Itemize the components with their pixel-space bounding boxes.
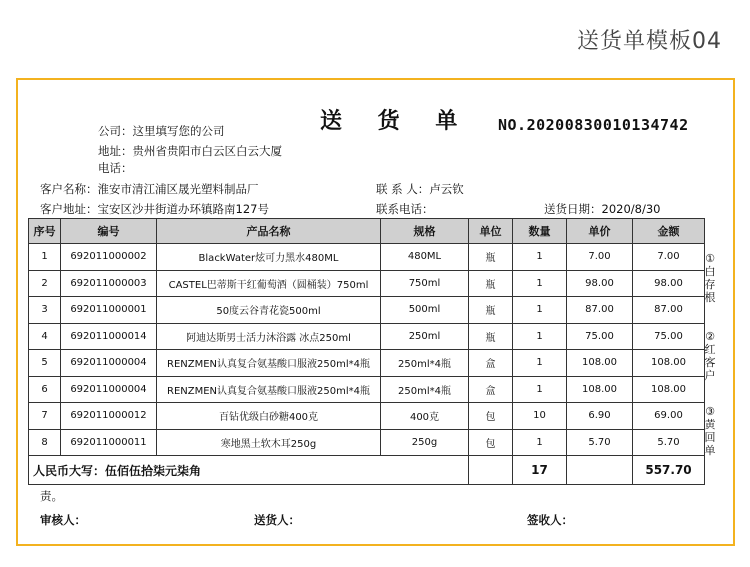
cell-amount: 5.70 [633, 429, 705, 456]
receiver-label: 签收人： [527, 513, 573, 527]
table-row [29, 323, 705, 350]
cell-index: 3 [29, 297, 61, 324]
contact-phone-label: 联系电话： [376, 202, 434, 216]
header-price: 单价 [567, 219, 633, 244]
cell-quantity: 10 [513, 403, 567, 430]
cell-spec: 400克 [381, 403, 469, 430]
contact-value: 卢云钦 [429, 182, 464, 196]
cell-amount: 69.00 [633, 403, 705, 430]
cell-amount: 7.00 [633, 244, 705, 271]
address-line: 地址：贵州省贵阳市白云区白云大厦 [98, 144, 282, 158]
cell-code: 692011000012 [61, 403, 157, 430]
table-row [29, 403, 705, 430]
cell-amount: 87.00 [633, 297, 705, 324]
total-words-cell [29, 456, 469, 485]
cell-unit: 瓶 [469, 270, 513, 297]
cell-unit: 包 [469, 429, 513, 456]
cell-code: 692011000014 [61, 323, 157, 350]
footer-note: 责。 [40, 489, 63, 503]
cell-product: 百钻优级白砂糖400克 [157, 403, 381, 430]
cell-index: 1 [29, 244, 61, 271]
cell-unit: 瓶 [469, 323, 513, 350]
total-words-value: 伍佰伍拾柒元柒角 [105, 463, 202, 478]
table-header-row [29, 219, 705, 244]
cell-spec: 250g [381, 429, 469, 456]
customer-address-row [40, 201, 269, 217]
cell-price: 108.00 [567, 376, 633, 403]
customer-name-value: 淮安市清江浦区晟光塑料制品厂 [97, 182, 259, 196]
deliverer-label: 送货人： [254, 513, 300, 527]
cell-code: 692011000002 [61, 244, 157, 271]
header-amount: 金额 [633, 219, 705, 244]
items-table [28, 218, 705, 485]
header-spec: 规格 [381, 219, 469, 244]
cell-product: RENZMEN认真复合氨基酸口服液250ml*4瓶 [157, 376, 381, 403]
table-row [29, 270, 705, 297]
cell-unit: 瓶 [469, 244, 513, 271]
table-row [29, 244, 705, 271]
cell-index: 8 [29, 429, 61, 456]
total-unit-cell [469, 456, 513, 485]
cell-code: 692011000011 [61, 429, 157, 456]
cell-product: BlackWater炫可力黑水480ML [157, 244, 381, 271]
header-product: 产品名称 [157, 219, 381, 244]
header-code: 编号 [61, 219, 157, 244]
cell-index: 2 [29, 270, 61, 297]
cell-amount: 98.00 [633, 270, 705, 297]
customer-name-label: 客户名称： [40, 182, 98, 196]
copy-label-red-customer: ②红客户 [704, 330, 716, 382]
customer-address-label: 客户地址： [40, 202, 98, 216]
copy-label-yellow-receipt: ③黄回单 [704, 405, 716, 457]
cell-index: 6 [29, 376, 61, 403]
cell-index: 4 [29, 323, 61, 350]
cell-price: 98.00 [567, 270, 633, 297]
cell-amount: 75.00 [633, 323, 705, 350]
delivery-date-row [544, 201, 660, 217]
cell-unit: 盒 [469, 376, 513, 403]
cell-quantity: 1 [513, 376, 567, 403]
cell-unit: 盒 [469, 350, 513, 377]
cell-spec: 500ml [381, 297, 469, 324]
cell-amount: 108.00 [633, 376, 705, 403]
total-words-label: 人民币大写： [33, 463, 106, 478]
cell-product: CASTEL巴蒂斯干红葡萄酒（圆桶装）750ml [157, 270, 381, 297]
customer-name-row [40, 181, 259, 197]
cell-unit: 包 [469, 403, 513, 430]
cell-quantity: 1 [513, 244, 567, 271]
cell-code: 692011000003 [61, 270, 157, 297]
header-unit: 单位 [469, 219, 513, 244]
cell-quantity: 1 [513, 429, 567, 456]
total-quantity: 17 [513, 456, 567, 485]
customer-address-value: 宝安区沙井街道办环镇路南127号 [97, 202, 269, 216]
cell-price: 87.00 [567, 297, 633, 324]
document-number: NO.20200830010134742 [498, 116, 689, 134]
total-row [29, 456, 705, 485]
table-row [29, 297, 705, 324]
reviewer-label: 审核人： [40, 513, 86, 527]
cell-index: 5 [29, 350, 61, 377]
cell-price: 6.90 [567, 403, 633, 430]
cell-product: 阿迪达斯男士活力沐浴露 冰点250ml [157, 323, 381, 350]
cell-amount: 108.00 [633, 350, 705, 377]
table-row [29, 376, 705, 403]
cell-price: 5.70 [567, 429, 633, 456]
cell-spec: 250ml*4瓶 [381, 376, 469, 403]
table-row [29, 429, 705, 456]
cell-index: 7 [29, 403, 61, 430]
cell-code: 692011000001 [61, 297, 157, 324]
cell-quantity: 1 [513, 323, 567, 350]
cell-product: 寒地黑土软木耳250g [157, 429, 381, 456]
cell-product: RENZMEN认真复合氨基酸口服液250ml*4瓶 [157, 350, 381, 377]
banner-title: 送货单模板04 [577, 29, 722, 54]
contact-label: 联 系 人： [376, 182, 430, 196]
cell-spec: 480ML [381, 244, 469, 271]
cell-price: 7.00 [567, 244, 633, 271]
total-amount: 557.70 [633, 456, 705, 485]
cell-price: 75.00 [567, 323, 633, 350]
cell-price: 108.00 [567, 350, 633, 377]
cell-quantity: 1 [513, 297, 567, 324]
header-quantity: 数量 [513, 219, 567, 244]
cell-product: 50度云谷青花瓷500ml [157, 297, 381, 324]
cell-spec: 250ml*4瓶 [381, 350, 469, 377]
cell-spec: 750ml [381, 270, 469, 297]
cell-unit: 瓶 [469, 297, 513, 324]
copy-label-white-stub: ①白存根 [704, 252, 716, 304]
cell-spec: 250ml [381, 323, 469, 350]
table-row [29, 350, 705, 377]
header-index: 序号 [29, 219, 61, 244]
contact-row [376, 181, 464, 197]
company-line: 公司：这里填写您的公司 [98, 124, 225, 138]
delivery-date-label: 送货日期： [544, 202, 602, 216]
cell-quantity: 1 [513, 270, 567, 297]
document-title: 送 货 单 [320, 108, 472, 134]
phone-line: 电话： [98, 161, 133, 175]
cell-code: 692011000004 [61, 350, 157, 377]
delivery-date-value: 2020/8/30 [601, 202, 661, 216]
cell-code: 692011000004 [61, 376, 157, 403]
total-price-cell [567, 456, 633, 485]
cell-quantity: 1 [513, 350, 567, 377]
